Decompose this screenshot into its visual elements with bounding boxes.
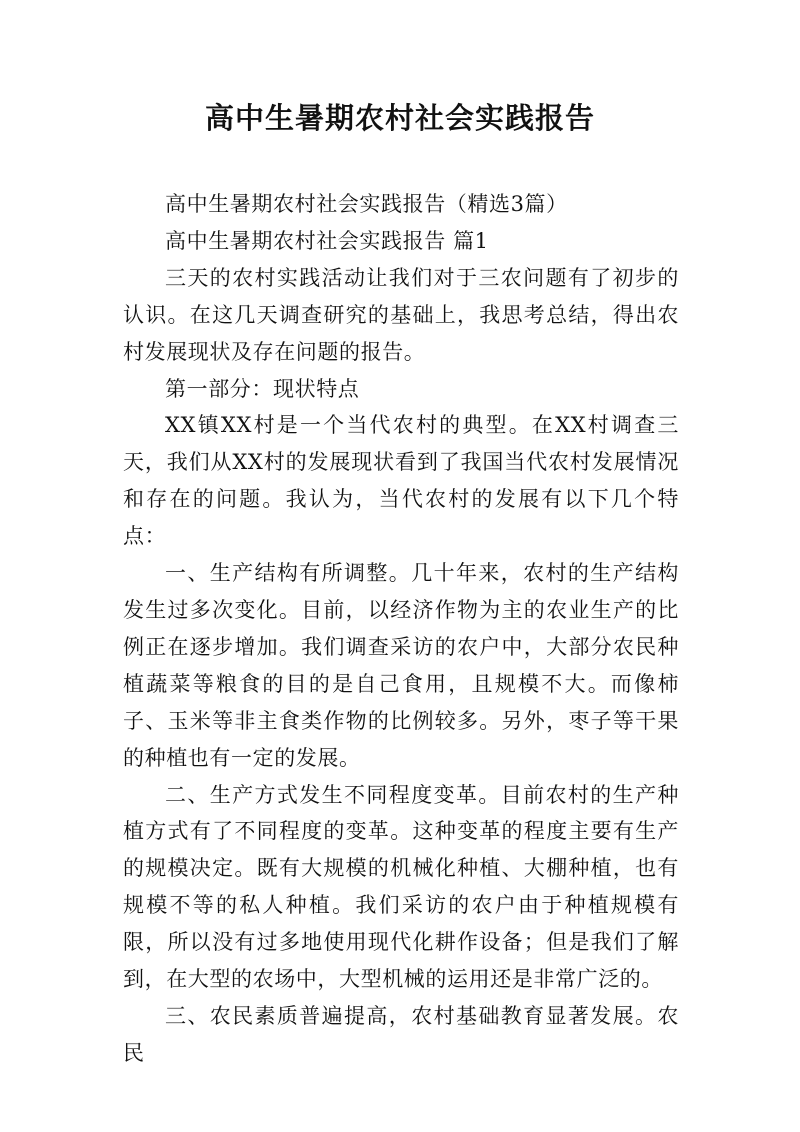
paragraph-point-1: 一、生产结构有所调整。几十年来，农村的生产结构发生过多次变化。目前，以经济作物为主的农业生产的比例正在逐步增加。我们调查采访的农户中，大部分农民种植蔬菜等粮食的目的是自己食用，且规模不大。而像柿子、玉米等非主食类作物的比例较多。另外，枣子等干果的种植也有一定的发展。 xyxy=(123,561,679,770)
paragraph-intro: 三天的农村实践活动让我们对于三农问题有了初步的认识。在这几天调查研究的基础上，我思考总结，得出农村发展现状及存在问题的报告。 xyxy=(123,265,679,364)
section-heading: 第一部分：现状特点 xyxy=(165,376,360,401)
paragraph-subtitle: 高中生暑期农村社会实践报告（精选3篇） xyxy=(165,192,568,216)
paragraph-point-3: 三、农民素质普遍提高，农村基础教育显著发展。农民 xyxy=(123,1003,679,1065)
document-body xyxy=(123,186,679,1072)
paragraph-part-heading: 高中生暑期农村社会实践报告 篇1 xyxy=(165,228,489,253)
paragraph-point-2: 二、生产方式发生不同程度变革。目前农村的生产种植方式有了不同程度的变革。这种变革的程度主要有生产的规模决定。既有大规模的机械化种植、大棚种植，也有规模不等的私人种植。我们采访的农户由于种植规模有限，所以没有过多地使用现代化耕作设备；但是我们了解到，在大型的农场中，大型机械的运用还是非常广泛的。 xyxy=(123,782,679,992)
paragraph-village: XX镇XX村是一个当代农村的典型。在XX村调查三天，我们从XX村的发展现状看到了我国当代农村发展情况和存在的问题。我认为，当代农村的发展有以下几个特点： xyxy=(123,413,679,549)
document-title: 高中生暑期农村社会实践报告 xyxy=(204,101,595,135)
